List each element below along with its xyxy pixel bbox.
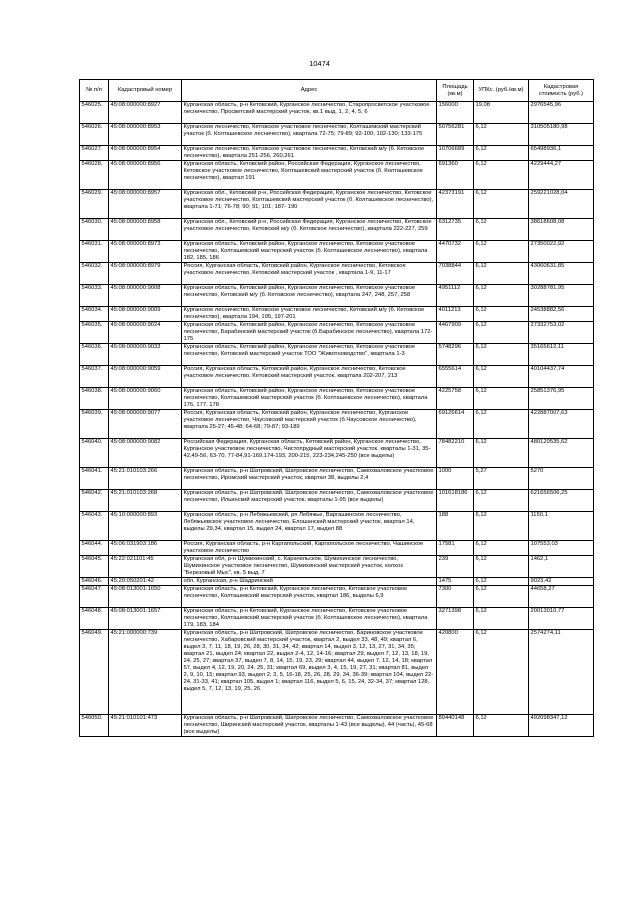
upks-cell: 6,12 — [474, 586, 529, 608]
address-cell: Курганская область, Кетовский район, Российская Федерация, Курганское лесничество, Кетовское участковое лесничество, Колташевский мастерский участок (б. Колташевское лесничество), квартал 191 — [182, 161, 437, 190]
address-cell: Курганское лесничество, Кетовское участковое лесничество, Кетовский м/у (б. Кетовское лесничество), квартала 194, 195, 197-201 — [182, 307, 437, 322]
cadastral-cost-cell: 38618608,08 — [529, 219, 594, 241]
cadastral-cost-cell: 422887007,63 — [529, 410, 594, 439]
cadastral-number-cell: 45:22:021101:45 — [109, 556, 182, 578]
cadastral-cost-cell: 43060631,85 — [529, 263, 594, 285]
table-row — [80, 608, 594, 630]
table-row — [80, 161, 594, 190]
table-body — [80, 102, 594, 737]
page-number: 10474 — [309, 59, 330, 68]
cadastral-cost-cell: 20013010,77 — [529, 608, 594, 630]
row-number-cell: 546048. — [80, 608, 109, 630]
cadastral-cost-cell: 492098347,12 — [529, 715, 594, 737]
cadastral-cost-cell: 24538882,56 — [529, 307, 594, 322]
table-row — [80, 630, 594, 715]
table-row — [80, 322, 594, 344]
cadastral-cost-cell: 1150,1 — [529, 512, 594, 541]
area-cell: 4225758 — [437, 388, 474, 410]
cadastral-number-cell: 45:08:000000:8958 — [109, 219, 182, 241]
cadastral-number-cell: 45:20:050201:42 — [109, 578, 182, 586]
upks-cell: 6,12 — [474, 578, 529, 586]
address-cell: Курганская область, Кетовский район, Курганское лесничество, Кетовское участковое лесничество, Кетовский мастерский участок ТОО "Животноводство", квартала 1-3 — [182, 344, 437, 366]
row-number-cell: 546028. — [80, 161, 109, 190]
upks-cell: 6,12 — [474, 241, 529, 263]
address-cell: обл. Курганская, р-н Шадринский — [182, 578, 437, 586]
cadastral-number-cell: 45:08:000000:9008 — [109, 285, 182, 307]
cadastral-cost-cell: 2574274,11 — [529, 630, 594, 715]
cadastral-number-cell: 45:08:000000:9060 — [109, 388, 182, 410]
table-row — [80, 512, 594, 541]
row-number-cell: 546049. — [80, 630, 109, 715]
row-number-cell: 546027. — [80, 146, 109, 161]
cadastral-cost-cell: 4229444,27 — [529, 161, 594, 190]
area-cell: 78482210 — [437, 439, 474, 468]
area-cell: 5748296 — [437, 344, 474, 366]
cadastral-number-cell: 45:08:000000:9059 — [109, 366, 182, 388]
address-cell: Курганская обл, р-н Шумихинский, с. Карачельское, Шумихинское лесничество, Шумихинское участковое лесничество, Шумихинский мастерский участок, колхоз "Березовый Мыс", кв. 5 выд. 7 — [182, 556, 437, 578]
table-row — [80, 102, 594, 124]
cadastral-cost-cell: 44658,27 — [529, 586, 594, 608]
table-row — [80, 366, 594, 388]
cadastral-number-cell: 45:08:000000:8957 — [109, 190, 182, 219]
upks-cell: 6,12 — [474, 608, 529, 630]
area-cell: 4011213 — [437, 307, 474, 322]
cadastral-cost-cell: 1462,1 — [529, 556, 594, 578]
cadastral-number-cell: 45:08:000000:8979 — [109, 263, 182, 285]
cadastral-cost-cell: 259221028,04 — [529, 190, 594, 219]
header-cadastral-number: Кадастровый номер — [109, 80, 182, 102]
cadastral-cost-cell: 25851376,95 — [529, 388, 594, 410]
cadastral-number-cell: 45:21:010101:473 — [109, 715, 182, 737]
cadastral-number-cell: 45:08:013001:1650 — [109, 586, 182, 608]
table-row — [80, 263, 594, 285]
cadastral-cost-cell: 30288781,95 — [529, 285, 594, 307]
cadastral-number-cell: 45:08:000000:8953 — [109, 124, 182, 146]
address-cell: Курганская обл., Кетовский р-н, Российская Федерация, Курганское лесничество, Кетовское участковое лесничество, Колташевский мастерский участок (б. Колташевское лесничество), квартала 1-71; 76-78; 90; 91; 101; 187- 190 — [182, 190, 437, 219]
upks-cell: 6,12 — [474, 410, 529, 439]
cadastral-cost-cell: 9023,42 — [529, 578, 594, 586]
row-number-cell: 546047. — [80, 586, 109, 608]
address-cell: Курганская область, р-н Кетовский, Курганское лесничество, Кетовское участковое лесничество, Колташевский мастерский участок, квартал 186, выделы 6,9 — [182, 586, 437, 608]
area-cell: 69126614 — [437, 410, 474, 439]
table-row — [80, 541, 594, 556]
cadastral-cost-cell: 27332753,02 — [529, 322, 594, 344]
cadastral-number-cell: 45:08:000000:8927 — [109, 102, 182, 124]
area-cell: 50756281 — [437, 124, 474, 146]
header-address: Адрес — [182, 80, 437, 102]
area-cell: 17581 — [437, 541, 474, 556]
cadastral-cost-cell: 480120535,62 — [529, 439, 594, 468]
address-cell: Россия, Курганская область, Кетовский район, Курганское лесничество, Кетовское участковое лесничество, Кетовский мастерский участок, квартала 202-207, 213 — [182, 366, 437, 388]
table-row — [80, 285, 594, 307]
row-number-cell: 546025. — [80, 102, 109, 124]
upks-cell: 6,12 — [474, 124, 529, 146]
upks-cell: 6,12 — [474, 322, 529, 344]
area-cell: 80440148 — [437, 715, 474, 737]
cadastral-cost-cell: 2976545,96 — [529, 102, 594, 124]
cadastral-cost-cell: 65498936,1 — [529, 146, 594, 161]
area-cell: 188 — [437, 512, 474, 541]
upks-cell: 6,12 — [474, 388, 529, 410]
upks-cell: 6,12 — [474, 715, 529, 737]
table-row — [80, 439, 594, 468]
row-number-cell: 546032. — [80, 263, 109, 285]
table-row — [80, 388, 594, 410]
header-num: № п/п — [80, 80, 109, 102]
row-number-cell: 546041. — [80, 468, 109, 490]
address-cell: Россия, Курганская область, р-н Каргапольский, Каргапольское лесничество, Чашинское участковое лесничество — [182, 541, 437, 556]
area-cell: 10706689 — [437, 146, 474, 161]
cadastral-number-cell: 45:21:000000:739 — [109, 630, 182, 715]
area-cell: 101618186 — [437, 490, 474, 512]
cadastral-number-cell: 45:08:000000:9009 — [109, 307, 182, 322]
upks-cell: 6,12 — [474, 439, 529, 468]
header-area: Площадь (кв.м) — [437, 80, 474, 102]
cadastral-number-cell: 45:08:000000:8954 — [109, 146, 182, 161]
cadastral-cost-cell: 107553,03 — [529, 541, 594, 556]
table-row — [80, 578, 594, 586]
upks-cell: 19,08 — [474, 102, 529, 124]
row-number-cell: 546033. — [80, 285, 109, 307]
address-cell: Курганская область, р-н Шатровский, Шатровское лесничество, Бариновское участковое лесничество, Хабаровский мастерский участок, квартал 2, выдел 33, 48, 49; квартал 6, выдел 3, 7, 11, 18, 19, 26, 28, 30, 31, 34, 42; квартал 14, выдел 3, 12, 13, 27, 31, 34, 35; квартал 21, выдел 24; квартал 22, выдел 2-4, 12, 14-16; квартал 29, выдел 7, 12, 13, 18, 19, 24, 25, 27; квартал 37, выдел 7, 8, 14, 15, 19, 23, 29; квартал 44, выдел 7, 12, 14, 18; квартал 57, выдел 4, 12, 19, 20, 24, 25, 31; квартал 69, выдел 3, 4, 15, 19, 27, 31; квартал 81, выдел 2, 9, 10, 15; квартал 93, выдел 2, 3, 5, 16-18, 25, 26, 28, 29, 34, 36-39; квартал 104, выдел 22-24, 31-33, 41; квартал 105, выдел 1; квартал 116, выдел 5, 6, 15, 24, 32-34, 37; квартал 128, выдел 5, 7, 12, 13, 19, 25, 26 — [182, 630, 437, 715]
cadastral-number-cell: 45:21:010103:266 — [109, 468, 182, 490]
address-cell: Курганское лесничество, Кетовское участковое лесничество, Колташевский мастерский участок (б. Колташевское лесничество), квартала 72-75; 79-89; 92-100; 102-130; 133-175 — [182, 124, 437, 146]
address-cell: Курганская область, р-н Кетовский, Курганское лесничество, Старопросветское участковое лесничество, Просветский мастерский участок, кв.1 выд. 1, 2, 4, 5, 6 — [182, 102, 437, 124]
cadastral-cost-cell: 27350022,92 — [529, 241, 594, 263]
address-cell: Российская Федерация, Курганская область, Кетовский район, Курганское лесничество, Курганское участковое лесничество, Чистопрудный мастерский участок, кварталы 1-31, 35-42,49-56, 63-70, 77-84,91-169,174-193, 200-215, 223-234,245-250 (все выделы) — [182, 439, 437, 468]
address-cell: Курганская область, Кетовский район, Курганское лесничество, Кетовское участковое лесничество, Колташевский мастерский участок (б. Колташевское лесничество), квартала 176, 177, 178 — [182, 388, 437, 410]
header-cost: Кадастровая стоимость (руб.) — [529, 80, 594, 102]
row-number-cell: 546034. — [80, 307, 109, 322]
cadastral-number-cell: 45:08:000000:8956 — [109, 161, 182, 190]
cadastral-table — [79, 79, 594, 737]
cadastral-cost-cell: 35165612,11 — [529, 344, 594, 366]
upks-cell: 6,12 — [474, 190, 529, 219]
cadastral-cost-cell: 621656506,25 — [529, 490, 594, 512]
area-cell: 4467909 — [437, 322, 474, 344]
cadastral-cost-cell: 5270 — [529, 468, 594, 490]
area-cell: 4951112 — [437, 285, 474, 307]
table-row — [80, 146, 594, 161]
upks-cell: 6,12 — [474, 366, 529, 388]
upks-cell: 5,27 — [474, 468, 529, 490]
address-cell: Курганская область, Кетовский район, Курганское лесничество, Кетовское участковое лесничество, Колташевский мастерский участок (б. Колташевское лесничество), квартала 182, 185, 186 — [182, 241, 437, 263]
area-cell: 420800 — [437, 630, 474, 715]
address-cell: Курганская область, р-н Шатровский, Шатровское лесничество, Самохваловское участковое лесничество, Ширинский мастерский участок, кварталы 1-43 (все выделы), 44 (часть), 45-68 (все выделы) — [182, 715, 437, 737]
table-row — [80, 241, 594, 263]
row-number-cell: 546050. — [80, 715, 109, 737]
table-row — [80, 715, 594, 737]
cadastral-number-cell: 45:08:000000:9082 — [109, 439, 182, 468]
upks-cell: 6,12 — [474, 490, 529, 512]
cadastral-cost-cell: 40104437,74 — [529, 366, 594, 388]
row-number-cell: 546030. — [80, 219, 109, 241]
upks-cell: 6,12 — [474, 556, 529, 578]
table-row — [80, 344, 594, 366]
table-row — [80, 307, 594, 322]
address-cell: Курганская область, р-н Лебяжьевский, рп Лебяжье, Варгашинское лесничество, Лебяжьевское участковое лесничество, Елошанский мастерский участок, квартал 14, выделы 29,34, квартал 15, выдел 24, квартал 17, выдел 88 — [182, 512, 437, 541]
table-row — [80, 410, 594, 439]
area-cell: 239 — [437, 556, 474, 578]
area-cell: 1000 — [437, 468, 474, 490]
row-number-cell: 546035. — [80, 322, 109, 344]
upks-cell: 6,12 — [474, 219, 529, 241]
upks-cell: 6,12 — [474, 512, 529, 541]
table-row — [80, 468, 594, 490]
area-cell: 156000 — [437, 102, 474, 124]
cadastral-number-cell: 45:08:000000:9077 — [109, 410, 182, 439]
upks-cell: 6,12 — [474, 146, 529, 161]
area-cell: 7300 — [437, 586, 474, 608]
address-cell: Россия, Курганская область, Кетовский район, Курганское лесничество, Кетовское участковое лесничество, Кетовский мастерский участок , квартала 1-9, 11-17 — [182, 263, 437, 285]
area-cell: 691360 — [437, 161, 474, 190]
cadastral-number-cell: 45:06:031903:186 — [109, 541, 182, 556]
address-cell: Россия, Курганская область, Кетовский район, Курганское лесничество, Курганское участковое лесничество, Чаусовский мастерский участок (б.Чаусовское лесничество), квартала 25-27; 45-48; 64-68; 79-87; 93-189 — [182, 410, 437, 439]
cadastral-number-cell: 45:08:000000:9033 — [109, 344, 182, 366]
table-row — [80, 124, 594, 146]
row-number-cell: 546026. — [80, 124, 109, 146]
address-cell: Курганская область, Кетовский район, Курганское лесничество, Кетовское участковое лесничество, Барабинский мастерский участок (б.Барабинское лесничество), квартала 172-175 — [182, 322, 437, 344]
row-number-cell: 546040. — [80, 439, 109, 468]
address-cell: Курганская обл., Кетовский р-н, Российская Федерация, Курганское лесничество, Кетовское участковое лесничество, Кетовский м/у (б. Кетовское лесничество), квартала 222-227, 259 — [182, 219, 437, 241]
table-header-row — [80, 80, 594, 102]
row-number-cell: 546031. — [80, 241, 109, 263]
area-cell: 1475 — [437, 578, 474, 586]
area-cell: 42373191 — [437, 190, 474, 219]
upks-cell: 6,12 — [474, 541, 529, 556]
upks-cell: 6,12 — [474, 344, 529, 366]
row-number-cell: 546039. — [80, 410, 109, 439]
table-row — [80, 556, 594, 578]
cadastral-number-cell: 45:08:000000:9024 — [109, 322, 182, 344]
cadastral-number-cell: 45:08:000000:8973 — [109, 241, 182, 263]
upks-cell: 6,12 — [474, 161, 529, 190]
upks-cell: 6,12 — [474, 307, 529, 322]
address-cell: Курганская область, р-н Шатровский, Шатровское лесничество, Самохваловское участковое лесничество, Иромский мастерский участок, квартал 38, выделы 2,4 — [182, 468, 437, 490]
area-cell: 6312735 — [437, 219, 474, 241]
cadastral-number-cell: 45:08:013001:1657 — [109, 608, 182, 630]
area-cell: 6555614 — [437, 366, 474, 388]
row-number-cell: 546043. — [80, 512, 109, 541]
area-cell: 3271398 — [437, 608, 474, 630]
row-number-cell: 546044. — [80, 541, 109, 556]
table-row — [80, 190, 594, 219]
row-number-cell: 546037. — [80, 366, 109, 388]
row-number-cell: 546046. — [80, 578, 109, 586]
cadastral-cost-cell: 310505180,98 — [529, 124, 594, 146]
header-upks: УПКс. (руб./кв.м) — [474, 80, 529, 102]
address-cell: Курганская область, Кетовский район, Курганское лесничество, Кетовское участковое лесничество, Кетовский м/у (б. Кетовское лесничество), квартала 247, 248, 257, 258 — [182, 285, 437, 307]
area-cell: 7038844 — [437, 263, 474, 285]
row-number-cell: 546036. — [80, 344, 109, 366]
address-cell: Курганское лесничество, Кетовское участковое лесничество, Кетовский м/у (б. Кетовское лесничество), квартала 251-256, 260,261 — [182, 146, 437, 161]
row-number-cell: 546029. — [80, 190, 109, 219]
address-cell: Курганская область, р-н Шатровский, Шатровское лесничество, Самохваловское участковое лесничество, Ильинский мастерский участок, кварталы 1-95 (все выделы) — [182, 490, 437, 512]
table-row — [80, 219, 594, 241]
row-number-cell: 546045. — [80, 556, 109, 578]
cadastral-number-cell: 45:10:000000:893 — [109, 512, 182, 541]
address-cell: Курганская область, р-н Кетовский, Курганское лесничество, Кетовское участковое лесничество, Колташевский мастерский участок (б. Колташевское лесничество), квартала 179, 183, 184 — [182, 608, 437, 630]
row-number-cell: 546038. — [80, 388, 109, 410]
row-number-cell: 546042. — [80, 490, 109, 512]
table-row — [80, 586, 594, 608]
upks-cell: 6,12 — [474, 263, 529, 285]
upks-cell: 6,12 — [474, 630, 529, 715]
area-cell: 4470732 — [437, 241, 474, 263]
table-row — [80, 490, 594, 512]
upks-cell: 6,12 — [474, 285, 529, 307]
cadastral-number-cell: 45:21:010103:268 — [109, 490, 182, 512]
